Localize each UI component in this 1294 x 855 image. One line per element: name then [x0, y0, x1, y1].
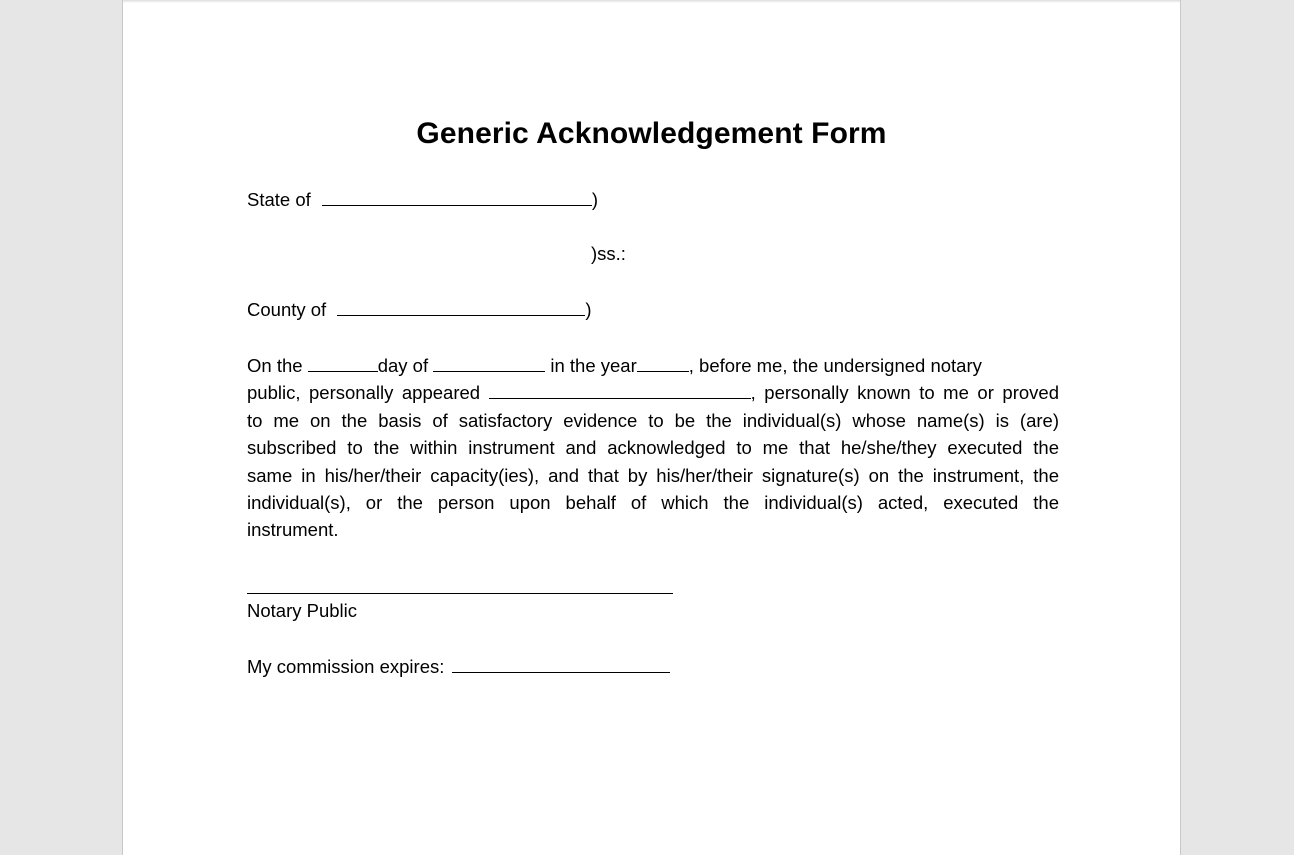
county-label: County of [247, 299, 327, 320]
day-blank[interactable] [308, 354, 378, 372]
paragraph-line-7: instrument. [247, 519, 339, 541]
paragraph-line-1 [247, 352, 1059, 379]
notary-signature-line[interactable] [247, 593, 673, 594]
state-close: ) [591, 189, 599, 210]
notary-public-label: Notary Public [247, 600, 358, 621]
commission-blank[interactable] [452, 655, 670, 673]
paragraph-line-6: individual(s), or the person upon behalf of which the individual(s) acted, executed the [247, 492, 1059, 514]
in-the-year-text: in the year [550, 355, 637, 376]
county-close: ) [585, 299, 592, 320]
month-blank[interactable] [433, 354, 545, 372]
county-blank[interactable] [337, 298, 585, 316]
appeared-name-blank[interactable] [489, 381, 751, 399]
paragraph-line-4: subscribed to the within instrument and acknowledged to me that he/she/they executed the [247, 437, 1059, 459]
personally-known-text: , personally known to me or proved [750, 382, 1059, 404]
before-me-text: , before me, the undersigned notary [688, 355, 982, 376]
paragraph-line-2 [247, 379, 1059, 406]
commission-line [247, 655, 670, 678]
paragraph-line-3: to me on the basis of satisfactory evidence to be the individual(s) whose name(s) is (are) [247, 409, 1059, 431]
ss-line [591, 243, 626, 265]
document-page[interactable] [122, 0, 1181, 855]
notary-public-line [247, 600, 357, 622]
year-blank[interactable] [637, 354, 689, 372]
acknowledgement-paragraph [247, 352, 1059, 544]
state-label: State of [247, 189, 311, 210]
page-top-shadow [123, 0, 1180, 3]
day-of-text: day of [377, 355, 429, 376]
county-line [247, 298, 592, 321]
state-blank[interactable] [322, 188, 592, 206]
paragraph-line-5: same in his/her/their capacity(ies), and that by his/her/their signature(s) on the instrument, the [247, 464, 1059, 486]
form-title: Generic Acknowledgement Form [416, 117, 887, 150]
state-line [247, 188, 598, 211]
on-the-text: On the [247, 355, 303, 376]
ss-label: )ss.: [591, 243, 626, 264]
personally-appeared-text: public, personally appeared [247, 382, 481, 404]
commission-label: My commission expires: [247, 656, 445, 677]
